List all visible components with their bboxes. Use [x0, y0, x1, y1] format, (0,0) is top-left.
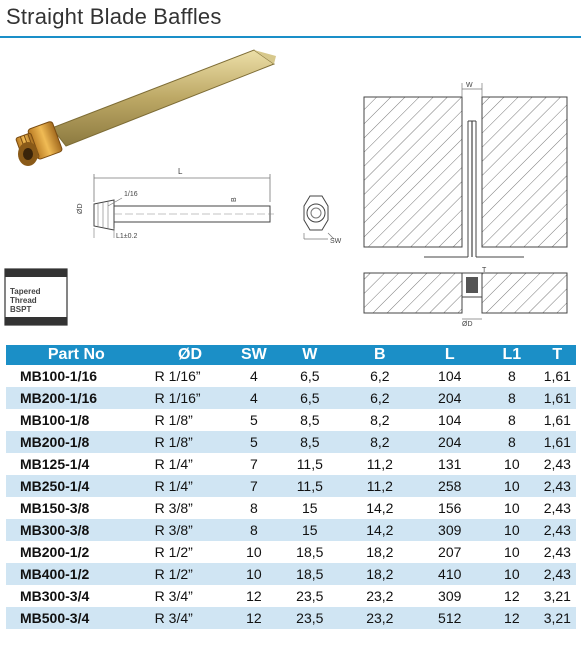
table-cell: 8,2 [370, 412, 390, 428]
table-cell: 2,43 [539, 563, 576, 585]
thread-size-label: 1/16 [124, 191, 138, 198]
table-cell: 4 [249, 368, 258, 384]
table-cell: 3,21 [543, 588, 571, 604]
table-cell: 8 [485, 431, 539, 453]
table-cell: 18,2 [345, 563, 414, 585]
table-cell: 8 [485, 387, 539, 409]
dim-b-label: B [231, 197, 238, 202]
table-cell: 8 [507, 412, 516, 428]
table-cell: MB300-3/8 [6, 519, 147, 541]
header-sw: SW [233, 345, 274, 365]
header-w: W [274, 345, 345, 365]
table-cell: 2,43 [543, 500, 571, 516]
table-cell: 10 [504, 544, 520, 560]
table-cell: 6,5 [274, 387, 345, 409]
dim-l1-label: L1±0.2 [116, 233, 138, 240]
title-rule [0, 36, 581, 38]
table-cell: 18,2 [366, 544, 394, 560]
end-view-drawing [294, 193, 344, 248]
table-cell: R 1/16” [147, 387, 234, 409]
table-cell: 11,2 [366, 456, 393, 472]
table-cell: MB100-1/8 [20, 412, 90, 428]
table-cell: 309 [438, 588, 462, 604]
table-cell: R 3/4” [147, 607, 234, 629]
product-photo [14, 44, 284, 172]
table-cell: 5 [233, 431, 274, 453]
table-cell: 10 [246, 544, 262, 560]
table-cell: 6,2 [345, 387, 414, 409]
table-cell: MB400-1/2 [6, 563, 147, 585]
table-cell: 204 [414, 387, 485, 409]
table-row [6, 497, 576, 519]
table-row [6, 365, 576, 387]
table-row [6, 475, 576, 497]
table-cell: MB150-3/8 [20, 500, 90, 516]
table-row [6, 563, 576, 585]
table-cell: 8,5 [300, 412, 320, 428]
table-cell: 15 [274, 519, 345, 541]
table-cell: 23,5 [296, 588, 324, 604]
dim-t-label: T [482, 267, 487, 274]
table-cell: 156 [438, 500, 462, 516]
table-cell: MB200-1/8 [6, 431, 147, 453]
table-cell: 18,5 [296, 544, 324, 560]
dim-w-label: W [466, 82, 473, 89]
table-cell: 14,2 [366, 500, 394, 516]
table-cell: 1,61 [543, 368, 571, 384]
table-cell: 14,2 [345, 519, 414, 541]
table-cell: MB250-1/4 [6, 475, 147, 497]
table-row [6, 387, 576, 409]
table-cell: MB300-3/4 [20, 588, 90, 604]
table-cell: 4 [233, 387, 274, 409]
table-row [6, 453, 576, 475]
table-cell: 12 [233, 607, 274, 629]
table-cell: MB200-1/2 [20, 544, 90, 560]
table-row [6, 607, 576, 629]
side-view-drawing [70, 162, 280, 242]
table-cell: 410 [414, 563, 485, 585]
table-cell: R 1/2” [147, 563, 234, 585]
table-cell: R 3/8” [154, 500, 193, 516]
table-body [6, 365, 576, 629]
table-cell: 8,5 [274, 431, 345, 453]
diameter-label: ØD [77, 203, 84, 214]
table-cell: R 3/8” [147, 519, 234, 541]
header-t: T [539, 345, 576, 365]
baffle-spec-table [6, 345, 576, 629]
table-cell: R 1/4” [147, 475, 234, 497]
table-cell: 23,2 [366, 588, 394, 604]
table-cell: 1,61 [543, 412, 571, 428]
page-title: Straight Blade Baffles [6, 4, 222, 29]
table-cell: MB500-3/4 [6, 607, 147, 629]
table-cell: 11,5 [274, 475, 345, 497]
table-cell: 309 [414, 519, 485, 541]
table-cell: 8 [233, 519, 274, 541]
tapered-thread-badge [4, 268, 68, 326]
table-cell: 7 [233, 475, 274, 497]
table-cell: 3,21 [539, 607, 576, 629]
thread-badge-line-1: Tapered [10, 287, 41, 296]
table-cell: 207 [438, 544, 462, 560]
header-b: B [345, 345, 414, 365]
table-cell: 131 [438, 456, 462, 472]
dim-l-label: L [178, 167, 183, 176]
table-cell: R 1/2” [154, 544, 193, 560]
table-cell: 8 [507, 368, 516, 384]
table-cell: R 3/4” [154, 588, 193, 604]
header-l: L [414, 345, 485, 365]
table-cell: MB200-1/16 [6, 387, 147, 409]
table-cell: 12 [485, 607, 539, 629]
mould-section-drawing [354, 77, 569, 327]
table-row [6, 541, 576, 563]
table-cell: MB125-1/4 [20, 456, 90, 472]
table-row [6, 585, 576, 607]
table-cell: 23,2 [345, 607, 414, 629]
table-cell: 10 [485, 475, 539, 497]
table-cell: 204 [414, 431, 485, 453]
table-cell: 8 [249, 500, 258, 516]
table-cell: 2,43 [539, 475, 576, 497]
table-cell: 10 [504, 456, 520, 472]
table-cell: 12 [504, 588, 520, 604]
table-cell: 1,61 [539, 387, 576, 409]
table-header-row [6, 345, 576, 365]
table-cell: 8,2 [345, 431, 414, 453]
table-cell: 11,5 [296, 456, 323, 472]
thread-badge-line-2: Thread [10, 296, 37, 305]
header-od: ØD [147, 345, 234, 365]
table-cell: 2,43 [543, 544, 571, 560]
table-cell: 2,43 [543, 456, 571, 472]
table-row [6, 431, 576, 453]
table-cell: MB100-1/16 [20, 368, 98, 384]
header-l1: L1 [485, 345, 539, 365]
table-cell: 104 [438, 412, 462, 428]
table-cell: 512 [414, 607, 485, 629]
table-cell: 6,5 [300, 368, 320, 384]
table-row [6, 519, 576, 541]
table-cell: 10 [504, 500, 520, 516]
table-cell: 1,61 [539, 431, 576, 453]
table-cell: 5 [249, 412, 258, 428]
table-cell: R 1/8” [154, 412, 193, 428]
table-cell: 104 [438, 368, 462, 384]
table-cell: R 1/16” [154, 368, 201, 384]
table-cell: R 1/8” [147, 431, 234, 453]
table-cell: 6,2 [370, 368, 390, 384]
thread-badge-line-3: BSPT [10, 305, 32, 314]
table-cell: 11,2 [345, 475, 414, 497]
table-cell: 10 [485, 519, 539, 541]
table-cell: 2,43 [539, 519, 576, 541]
table-cell: 18,5 [274, 563, 345, 585]
table-cell: 12 [246, 588, 262, 604]
table-row [6, 409, 576, 431]
table-cell: 15 [302, 500, 318, 516]
table-cell: 10 [233, 563, 274, 585]
table-cell: 7 [249, 456, 258, 472]
table-cell: 10 [485, 563, 539, 585]
table-cell: R 1/4” [154, 456, 193, 472]
diameter-label: ØD [462, 321, 473, 327]
sw-label: SW [330, 238, 342, 245]
table-cell: 258 [414, 475, 485, 497]
header-part-no: Part No [6, 345, 147, 365]
table-cell: 23,5 [274, 607, 345, 629]
